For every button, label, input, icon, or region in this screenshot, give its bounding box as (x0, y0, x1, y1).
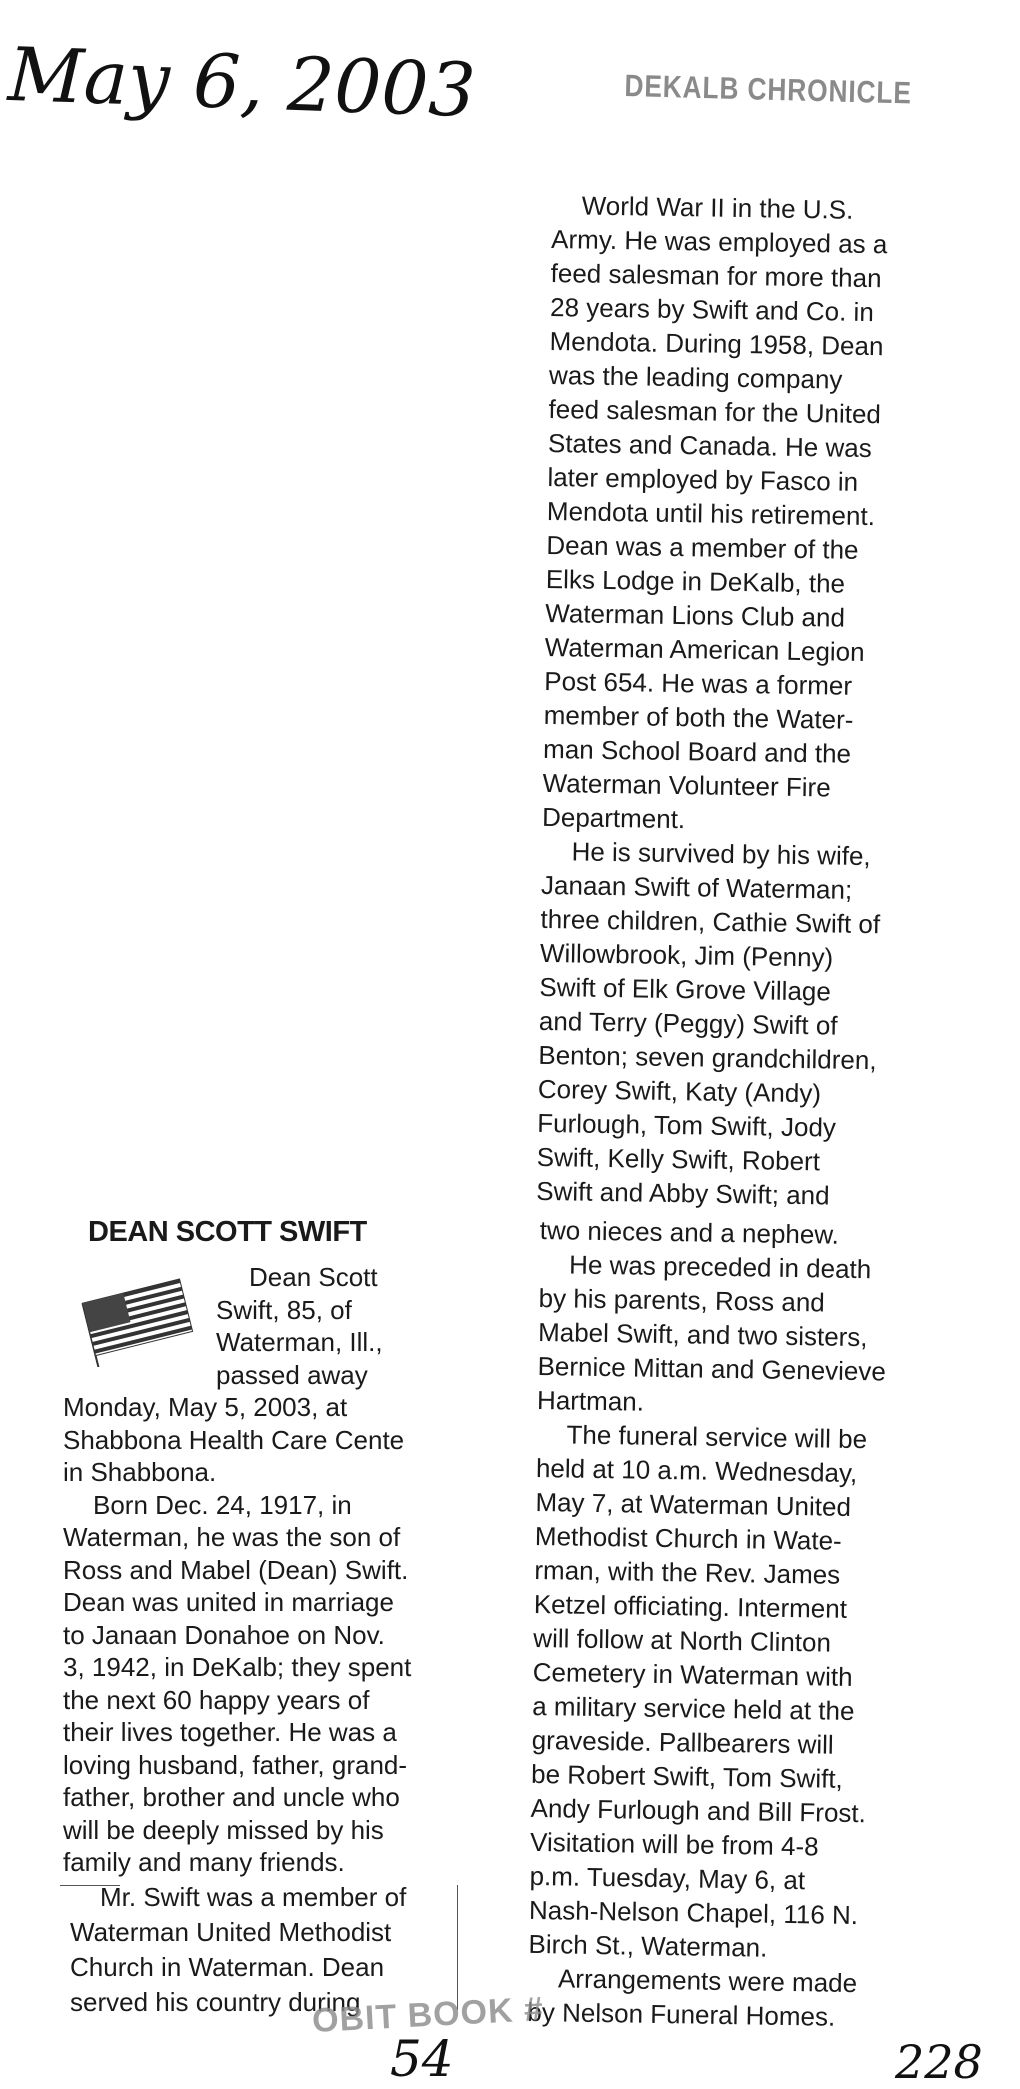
text-line: Swift, Kelly Swift, Robert (536, 1141, 821, 1177)
text-line: and Terry (Peggy) Swift of (538, 1005, 838, 1041)
text-line: Swift of Elk Grove Village (539, 971, 832, 1007)
text-line: Dean Scott (249, 1262, 378, 1292)
text-line: Elks Lodge in DeKalb, the (545, 563, 846, 599)
text-line: Corey Swift, Katy (Andy) (537, 1073, 822, 1109)
right-column-continued (527, 1213, 888, 2034)
text-line: man School Board and the (542, 733, 852, 769)
text-line: Nash-Nelson Chapel, 116 N. (528, 1894, 859, 1931)
text-line: was the leading company (548, 359, 843, 395)
text-line: Methodist Church in Wate- (534, 1520, 842, 1556)
text-line: Post 654. He was a former (544, 665, 853, 701)
text-line: The funeral service will be (566, 1419, 868, 1455)
text-line: Army. He was employed as a (550, 223, 888, 260)
text-line: Shabbona Health Care Cente (63, 1424, 405, 1455)
text-line: p.m. Tuesday, May 6, at (529, 1860, 806, 1896)
text-line: feed salesman for more than (550, 257, 882, 294)
text-line: Swift, 85, of (216, 1294, 352, 1325)
text-line: member of both the Water- (543, 699, 854, 735)
text-line: two nieces and a nephew. (539, 1214, 840, 1250)
text-line: Mendota. During 1958, Dean (549, 325, 884, 362)
text-line: Department. (541, 801, 686, 835)
text-line: Bernice Mittan and Genevieve (537, 1350, 887, 1387)
text-line: Waterman United Methodist (70, 1917, 392, 1947)
text-line: Furlough, Tom Swift, Jody (537, 1107, 837, 1143)
text-line: Church in Waterman. Dean (70, 1952, 385, 1982)
text-line: three children, Cathie Swift of (540, 903, 881, 940)
text-line: later employed by Fasco in (547, 461, 859, 497)
text-line: Andy Furlough and Bill Frost. (530, 1792, 867, 1829)
text-line: Waterman Volunteer Fire (542, 767, 831, 803)
text-line: be Robert Swift, Tom Swift, (530, 1758, 844, 1794)
text-line: Waterman, he was the son of (63, 1522, 401, 1552)
text-line: rman, with the Rev. James (534, 1554, 841, 1590)
text-line: a military service held at the (532, 1690, 855, 1726)
text-line: 3, 1942, in DeKalb; they spent (63, 1652, 412, 1682)
text-line: served his country during (70, 1987, 361, 2017)
right-column (536, 188, 892, 1213)
text-line: father, brother and uncle who (63, 1782, 400, 1812)
text-line: Arrangements were made (557, 1963, 858, 1999)
text-line: May 7, at Waterman United (535, 1486, 852, 1522)
text-line: Hartman. (536, 1384, 645, 1417)
left-column (63, 1261, 411, 1879)
text-line: Waterman, Ill., (216, 1327, 383, 1357)
obituary-title: DEAN SCOTT SWIFT (88, 1216, 367, 1248)
text-line: will follow at North Clinton (533, 1622, 832, 1658)
text-line: Mabel Swift, and two sisters, (537, 1316, 868, 1353)
text-line: held at 10 a.m. Wednesday, (535, 1452, 858, 1489)
text-line: 28 years by Swift and Co. in (549, 291, 875, 328)
column-rule (457, 1885, 458, 2010)
text-line: feed salesman for the United (548, 393, 882, 430)
text-line: to Janaan Donahoe on Nov. (63, 1619, 385, 1650)
text-line: Mr. Swift was a member of (100, 1882, 407, 1912)
text-line: Waterman American Legion (544, 631, 865, 667)
text-line: will be deeply missed by his (63, 1814, 384, 1845)
text-line: their lives together. He was a (63, 1717, 397, 1747)
text-line: passed away (216, 1359, 368, 1390)
handwritten-date: May 6, 2003 (6, 31, 478, 135)
text-line: Dean was united in marriage (63, 1587, 394, 1617)
text-line: by his parents, Ross and (538, 1282, 826, 1318)
text-line: Mendota until his retirement. (546, 495, 876, 532)
text-line: Cemetery in Waterman with (532, 1656, 853, 1692)
handwritten-page-number: 228 (895, 2035, 983, 2089)
text-line: Swift and Abby Swift; and (536, 1175, 830, 1211)
text-line: by Nelson Funeral Homes. (527, 1996, 836, 2032)
text-line: Monday, May 5, 2003, at (63, 1392, 348, 1422)
text-line: Ketzel officiating. Interment (533, 1588, 848, 1624)
handwritten-book-number: 54 (390, 2030, 454, 2088)
text-line: Born Dec. 24, 1917, in (93, 1489, 352, 1520)
text-line: loving husband, father, grand- (63, 1749, 408, 1780)
obit-book-stamp: OBIT BOOK # (311, 1989, 545, 2041)
text-line: He was preceded in death (568, 1249, 872, 1285)
text-line: family and many friends. (63, 1847, 345, 1877)
text-line: Birch St., Waterman. (528, 1928, 768, 1963)
text-line: Ross and Mabel (Dean) Swift. (63, 1554, 409, 1585)
text-line: Waterman Lions Club and (545, 597, 846, 633)
publication-stamp: DEKALB CHRONICLE (624, 68, 913, 111)
text-line: Dean was a member of the (546, 529, 859, 565)
text-line: States and Canada. He was (547, 427, 872, 464)
text-line: in Shabbona. (63, 1457, 217, 1487)
text-line: Willowbrook, Jim (Penny) (539, 937, 834, 973)
text-line: Janaan Swift of Waterman; (540, 869, 853, 905)
text-line: Visitation will be from 4-8 (529, 1826, 819, 1862)
text-line: graveside. Pallbearers will (531, 1724, 834, 1760)
text-line: Benton; seven grandchildren, (538, 1039, 877, 1076)
text-line: the next 60 happy years of (63, 1684, 370, 1715)
text-line: World War II in the U.S. (581, 190, 854, 225)
text-line: He is survived by his wife, (571, 836, 871, 872)
